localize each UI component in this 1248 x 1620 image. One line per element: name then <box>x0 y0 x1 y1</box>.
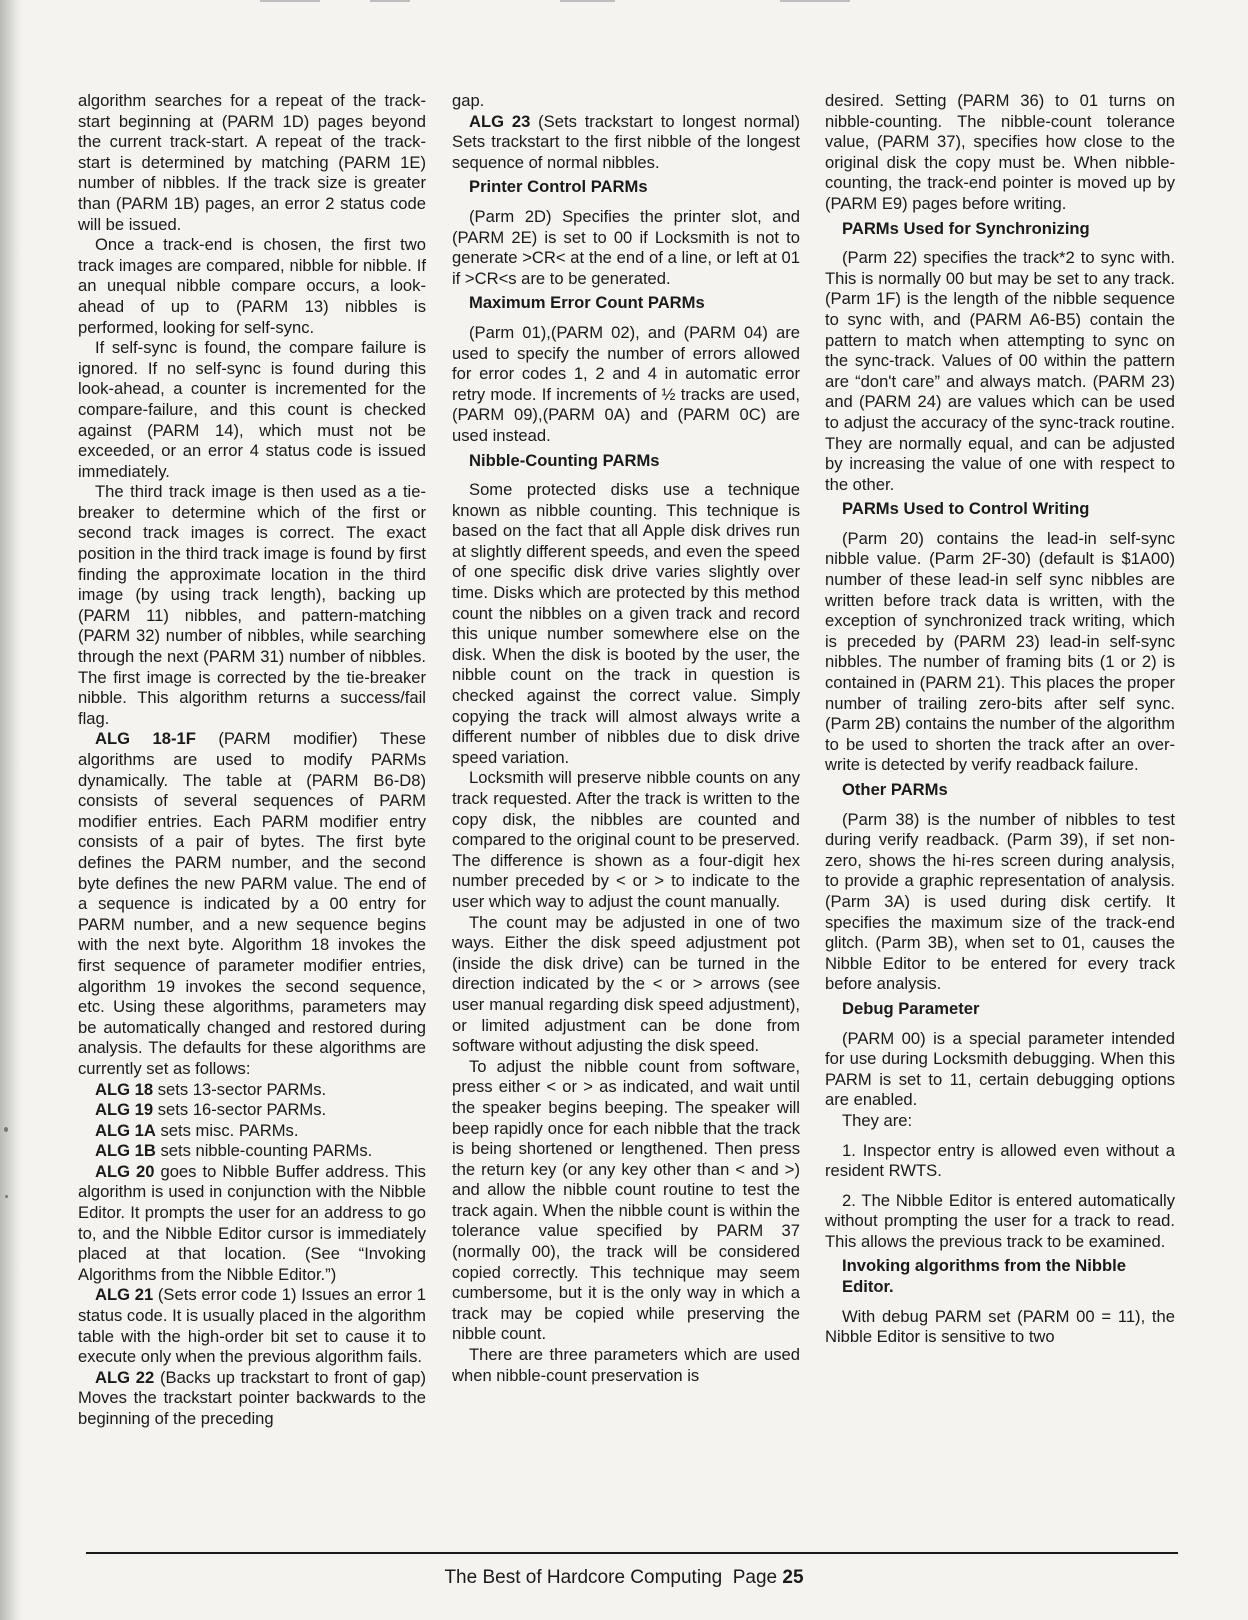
footer-rule <box>86 1552 1178 1554</box>
spacer <box>825 1182 1175 1191</box>
paragraph-alg-18-1f <box>78 729 426 1079</box>
alg-1a-line <box>78 1121 426 1142</box>
alg-label: ALG 18-1F <box>95 729 196 749</box>
alg-text: sets nibble-counting PARMs. <box>155 1141 373 1161</box>
alg-label: ALG 1B <box>95 1141 156 1161</box>
alg-18-line <box>78 1080 426 1101</box>
alg-19-line <box>78 1100 426 1121</box>
paragraph: The third track image is then used as a tie-breaker to determine which of the first or second track images is correct. The exact position in the third track image is found by first finding the approximate location in the third image (by using track length), backing up (PARM 11) nibbles, and pattern-matching (PARM 32) number of nibbles, while searching through the next (PARM 31) number of nibbles. The first image is corrected by the tie-breaker nibble. This algorithm returns a success/fail flag. <box>78 482 426 728</box>
alg-label: ALG 20 <box>95 1161 155 1181</box>
scan-speck <box>5 1195 8 1198</box>
paragraph: (Parm 22) specifies the track*2 to sync with. This is normally 00 but may be set to any track. (Parm 1F) is the length of the nibble sequence to sync with, and (PARM A6-B5) contain the pattern to match when attempting to sync on the sync-track. Values of 00 within the pattern are “don't care” and always match. (PARM 23) and (PARM 24) are values which can be used to adjust the accuracy of the sync-track routine. They are normally equal, and can be adjusted by increasing the value of one with respect to the other. <box>825 248 1175 494</box>
paragraph: (Parm 01),(PARM 02), and (PARM 04) are used to specify the number of errors allowed for error codes 1, 2 and 4 in automatic error retry mode. If increments of ½ tracks are used, (PARM 09),(PARM 0A) and (PARM 0C) are used instead. <box>452 322 800 445</box>
top-print-marks <box>260 0 960 3</box>
paragraph: If self-sync is found, the compare failure is ignored. If no self-sync is found during this look-ahead, a counter is incremented for the compare-failure, and this count is checked against (PARM 14), which must not be exceeded, or an error 4 status code is issued immediately. <box>78 338 426 481</box>
section-heading-max-error: Maximum Error Count PARMs <box>469 293 705 313</box>
paragraph: (Parm 38) is the number of nibbles to test during verify readback. (Parm 39), if set non-zero, shows the hi-res screen during analysis, to provide a graphic representation of analysis. (Parm 3A) is used during disk certify. It specifies the maximum size of the track-end glitch. (Parm 3B), when set to 01, causes the Nibble Editor to be entered for every track before analysis. <box>825 809 1175 994</box>
section-heading-nibble-counting: Nibble-Counting PARMs <box>469 450 660 470</box>
alg-text: sets 16-sector PARMs. <box>153 1100 327 1120</box>
section-heading-printer: Printer Control PARMs <box>469 177 648 197</box>
alg-label: ALG 22 <box>95 1367 155 1387</box>
page-edge-shadow <box>0 0 22 1620</box>
alg-text: (Backs up trackstart to front of gap) Moves the trackstart pointer backwards to the beginning of the preceding <box>78 1367 426 1428</box>
paragraph: There are three parameters which are used when nibble-count preservation is <box>452 1345 800 1385</box>
section-heading-sync: PARMs Used for Synchronizing <box>842 218 1090 238</box>
alg-label: ALG 19 <box>95 1100 154 1120</box>
section-heading-writing: PARMs Used to Control Writing <box>842 499 1090 519</box>
paragraph: gap. <box>452 91 485 110</box>
paragraph-alg-21 <box>78 1285 426 1367</box>
paragraph: algorithm searches for a repeat of the track-start beginning at (PARM 1D) pages beyond the current track-start. A repeat of the track-start is determined by matching (PARM 1E) number of nibbles. If the track size is greater than (PARM 1B) pages, an error 2 status code will be issued. <box>78 91 426 234</box>
paragraph: (PARM 00) is a special parameter intended for use during Locksmith debugging. When this PARM is set to 11, certain debugging options are enabled. <box>825 1028 1175 1110</box>
page-number: 25 <box>782 1567 804 1588</box>
alg-label: ALG 18 <box>95 1079 154 1099</box>
paragraph: (Parm 20) contains the lead-in self-sync nibble value. (Parm 2F-30) (default is $1A00) number of these lead-in self sync nibbles are written before track data is written, with the exception of synchronized track writing, which is preceded by (PARM 23) lead-in self-sync nibbles. The number of framing bits (1 or 2) is contained in (PARM 21). This places the proper number of trailing zero-bits after self sync. (Parm 2B) contains the number of the algorithm to be used to shorten the track after an over-write is detected by verify readback failure. <box>825 528 1175 775</box>
alg-text: sets 13-sector PARMs. <box>153 1079 327 1099</box>
alg-text: (Sets trackstart to longest normal) Sets trackstart to the first nibble of the longest sequence of normal nibbles. <box>452 111 800 172</box>
alg-text: goes to Nibble Buffer address. This algorithm is used in conjunction with the Nibble Editor. It prompts the user for an address to go to, and the Nibble Editor cursor is immediately placed at that location. (See “Invoking Algorithms from the Nibble Editor.”) <box>78 1161 426 1284</box>
paragraph: Locksmith will preserve nibble counts on any track requested. After the track is written to the copy disk, the nibbles are counted and compared to the original count to be preserved. The difference is shown as a four-digit hex number preceded by < or > to indicate to the user which way to adjust the count manually. <box>452 768 800 911</box>
paragraph: Some protected disks use a technique known as nibble counting. This technique is based on the fact that all Apple disk drives run at slightly different speeds, and even the speed of one specific disk drive varies slightly over time. Disks which are protected by this method count the nibbles on a given track and record this unique number somewhere else on the disk. When the disk is booted by the user, the nibble count on the track in question is checked against the correct value. Simply copying the track will almost always write a different number of nibbles due to disk drive speed variation. <box>452 480 800 767</box>
paragraph: They are: <box>842 1110 913 1130</box>
paragraph-alg-23 <box>452 112 800 174</box>
list-item: 2. The Nibble Editor is entered automatically without prompting the user for a track to read. This allows the previous track to be examined. <box>825 1190 1175 1251</box>
column-left <box>78 91 426 1430</box>
page-footer <box>0 1567 1248 1589</box>
alg-label: ALG 1A <box>95 1120 156 1140</box>
spacer <box>825 1132 1175 1141</box>
alg-text: (PARM modifier) These algorithms are used to modify PARMs dynamically. The table at (PARM B6-D8) consists of several sequences of PARM modifier entries. Each PARM modifier entry consists of a pair of bytes. The first byte defines the PARM number, and the second byte defines the new PARM value. The end of a sequence is indicated by a 00 entry for PARM number, and a new sequence begins with the next byte. Algorithm 18 invokes the first sequence of parameter modifier entries, algorithm 19 invokes the second sequence, etc. Using these algorithms, parameters may be automatically changed and restored during analysis. The defaults for these algorithms are currently set as follows: <box>78 729 426 1078</box>
footer-text: The Best of Hardcore Computing Page <box>444 1567 783 1588</box>
alg-text: sets misc. PARMs. <box>155 1120 299 1140</box>
paragraph: (Parm 2D) Specifies the printer slot, and (PARM 2E) is set to 00 if Locksmith is not to generate >CR< at the end of a line, or left at 01 if >CR<s are to be generated. <box>452 206 800 288</box>
paragraph: With debug PARM set (PARM 00 = 11), the Nibble Editor is sensitive to two <box>825 1306 1175 1347</box>
paragraph: desired. Setting (PARM 36) to 01 turns on nibble-counting. The nibble-count tolerance value, (PARM 37), specifies how close to the original disk the copy must be. When nibble-counting, the track-end pointer is moved up by (PARM E9) pages before writing. <box>825 91 1175 213</box>
alg-label: ALG 23 <box>469 111 531 131</box>
column-middle <box>452 91 800 1386</box>
alg-label: ALG 21 <box>95 1285 154 1305</box>
paragraph: The count may be adjusted in one of two ways. Either the disk speed adjustment pot (inside the disk drive) can be turned in the direction indicated by the < or > arrows (see user manual regarding disk speed adjustment), or limited adjustment can be done from software without adjusting the disk speed. <box>452 912 800 1056</box>
column-right <box>825 91 1175 1348</box>
list-item: 1. Inspector entry is allowed even without a resident RWTS. <box>825 1140 1175 1181</box>
paragraph-alg-20 <box>78 1162 426 1286</box>
alg-1b-line <box>78 1141 426 1162</box>
paragraph-alg-22 <box>78 1368 426 1430</box>
scan-speck <box>4 1127 8 1132</box>
section-heading-invoking: Invoking algorithms from the Nibble Editor. <box>842 1256 1126 1297</box>
section-heading-debug: Debug Parameter <box>842 998 980 1018</box>
section-heading-other: Other PARMs <box>842 780 948 799</box>
paragraph: To adjust the nibble count from software, press either < or > as indicated, and wait until the speaker begins beeping. The speaker will beep rapidly once for each nibble that the track is being shortened or lengthened. Then press the return key (or any key other than < and >) and allow the nibble count routine to test the track again. When the nibble count is within the tolerance value specified by PARM 37 (normally 00), the track will be considered copied correctly. This technique may seem cumbersome, but it is the only way in which a track may be copied while preserving the nibble count. <box>452 1056 800 1344</box>
alg-text: (Sets error code 1) Issues an error 1 status code. It is usually placed in the algorithm table with the high-order bit set to cause it to execute only when the previous algorithm fails. <box>78 1285 426 1367</box>
paragraph: Once a track-end is chosen, the first two track images are compared, nibble for nibble. If an unequal nibble compare occurs, a look-ahead of up to (PARM 13) nibbles is performed, looking for self-sync. <box>78 235 426 337</box>
